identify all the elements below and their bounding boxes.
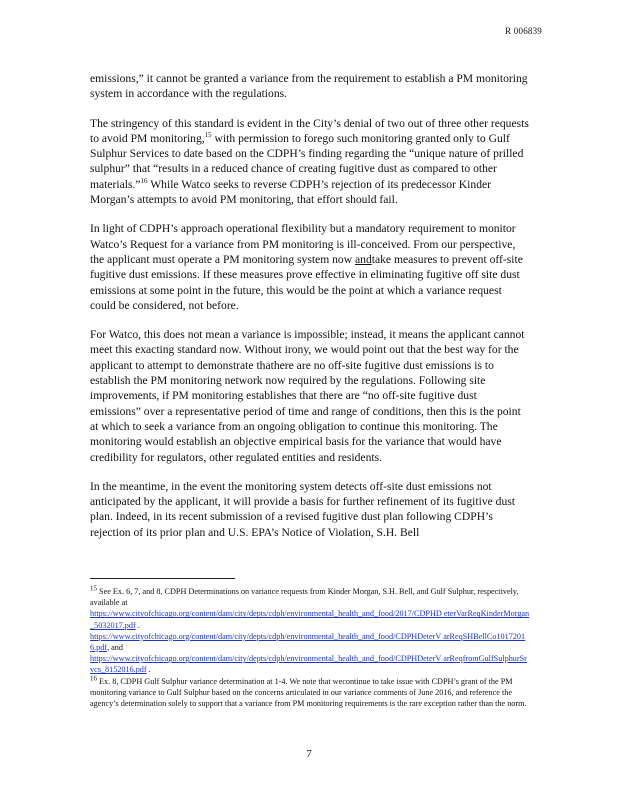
footnote-divider xyxy=(90,578,235,579)
footnote-ref-15[interactable]: 15 xyxy=(204,131,212,140)
footnote-15-text: See Ex. 6, 7, and 8, CDPH Determinations on variance requests from Kinder Morgan, S.H. Bell, and Gulf Sulphur, respectively, available at xyxy=(90,587,519,608)
footnote-ref-16[interactable]: 16 xyxy=(140,176,148,185)
footnote-link-sh-bell[interactable]: https://www.cityofchicago.org/content/dam/city/depts/cdph/environmental_health_and_food/CDPHDeterV arReqSHBellCo10172016.pdf xyxy=(90,631,526,653)
footnote-16-number: 16 xyxy=(90,673,97,682)
footnotes xyxy=(90,586,530,709)
page-number: 7 xyxy=(306,748,312,760)
paragraph-2-part-b: with permission to forego such monitoring granted only to Gulf Sulphur Services to date based on the CDPH’s finding regarding the “unique nature of prilled sulphur” that “results in a reduced chance of creating fugitive dust as compared to other materials.” xyxy=(90,131,524,191)
paragraph-3-underlined-and: and xyxy=(355,252,372,266)
paragraph-1: emissions,” it cannot be granted a variance from the requirement to establish a PM monitoring system in accordance with the regulations. xyxy=(90,72,528,101)
footnote-16-text: Ex. 8, CDPH Gulf Sulphur variance determination at 1-4. We note that wecontinue to take issue with CDPH’s grant of the PM monitoring variance to Gulf Sulphur based on the concerns articulated in our variance comments of June 2016, and reference the agency’s determination solely to support that a variance from PM monitoring requirements is the rare exception rather than the norm. xyxy=(90,676,527,709)
footnote-link-2-suffix: , and xyxy=(107,643,123,653)
paragraph-4: For Watco, this does not mean a variance is impossible; instead, it means the applicant cannot meet this exacting standard now. Without irony, we would point out that the best way for the applicant to attempt to demonstrate thathere are no off-site fugitive dust emissions is to establish the PM monitoring network now required by the regulations. Following site improvements, if PM monitoring establishes that there are “no off-site fugitive dust emissions” over a representative period of time and range of conditions, then this is the point at which to seek a variance from an ongoing obligation to continue this monitoring. The monitoring would establish an objective empirical basis for the variance that would have credibility for regulators, other regulated entities and residents. xyxy=(90,328,525,464)
bates-number: R 006839 xyxy=(505,26,542,36)
footnote-15-number: 15 xyxy=(90,584,97,593)
footnote-link-gulf-sulphur[interactable]: https://www.cityofchicago.org/content/dam/city/depts/cdph/environmental_health_and_food/CDPHDeterV arReqfromGulfSulphurSrvcs_8152016.pdf xyxy=(90,654,527,675)
paragraph-2-part-c: While Watco seeks to reverse CDPH’s rejection of its predecessor Kinder Morgan’s attempts to avoid PM monitoring, that effort should fail. xyxy=(90,177,491,207)
footnote-link-kinder-morgan[interactable]: https://www.cityofchicago.org/content/dam/city/depts/cdph/environmental_health_and_food/2017/CDPHD eterVarReqKinderMorgan_5032017.pdf xyxy=(90,609,530,630)
footnote-16 xyxy=(90,673,530,710)
paragraph-3-part-a: In light of CDPH’s approach operational flexibility but a mandatory requirement to monitor Watco’s Request for a variance from PM monitoring is ill-conceived. From our perspective, the applicant must operate a PM monitoring system now xyxy=(90,222,516,266)
paragraph-5: In the meantime, in the event the monitoring system detects off-site dust emissions not anticipated by the applicant, it will provide a basis for further refinement of its fugitive dust plan. Indeed, in its recent submission of a revised fugitive dust plan following CDPH’s rejection of its prior plan and U.S. EPA’s Notice of Violation, S.H. Bell xyxy=(90,479,515,539)
paragraph-3-part-b: take measures to prevent off-site fugitive dust emissions. If these measures prove effective in eliminating fugitive off site dust emissions at some point in the future, this would be the point at which a variance request could be considered, not before. xyxy=(90,252,523,312)
footnote-link-1-suffix: . xyxy=(135,620,140,630)
paragraph-2 xyxy=(90,116,530,208)
body-text xyxy=(90,71,530,554)
paragraph-3 xyxy=(90,221,530,313)
footnote-link-3-suffix: . xyxy=(146,665,151,675)
paragraph-2-part-a: The stringency of this standard is evident in the City’s denial of two out of three other requests to avoid PM monitoring, xyxy=(90,116,529,145)
footnote-15 xyxy=(90,586,530,676)
